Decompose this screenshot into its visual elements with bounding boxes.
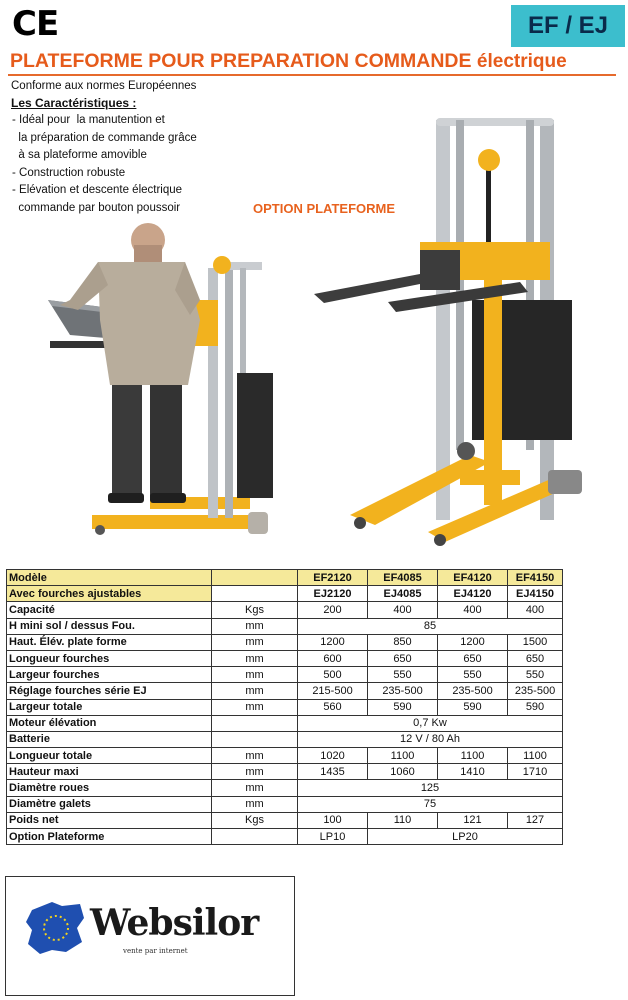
table-cell: 650 [508,650,563,666]
table-cell: 1200 [438,634,508,650]
model-cell: EJ4085 [368,586,438,602]
feature-line: à sa plateforme amovible [12,149,147,161]
table-cell: 500 [298,667,368,683]
table-unit-cell: mm [212,796,298,812]
conformity-text: Conforme aux normes Européennes [11,80,197,92]
model-badge: EF / EJ [511,5,625,47]
table-cell: 650 [368,650,438,666]
table-cell: 550 [368,667,438,683]
model-cell: EF4085 [368,570,438,586]
table-merged-cell: LP20 [368,829,563,845]
table-cell: 400 [438,602,508,618]
table-cell: 650 [438,650,508,666]
table-unit-cell [212,570,298,586]
feature-line: commande par bouton poussoir [12,201,181,214]
table-unit-cell: mm [212,634,298,650]
table-row-label: Moteur élévation [7,715,212,731]
table-cell: 550 [438,667,508,683]
table-unit-cell [212,731,298,747]
table-cell: 850 [368,634,438,650]
logo-subtext: vente par internet [123,947,188,955]
table-row-label: Haut. Élév. plate forme [7,634,212,650]
table-merged-cell: 0,7 Kw [298,715,563,731]
table-row-label: Diamètre roues [7,780,212,796]
table-row-label: Hauteur maxi [7,764,212,780]
table-cell: 1100 [508,748,563,764]
table-unit-cell: Kgs [212,602,298,618]
table-unit-cell: mm [212,650,298,666]
table-cell: 400 [508,602,563,618]
table-unit-cell: mm [212,780,298,796]
model-cell: EJ4150 [508,586,563,602]
table-row [7,618,563,634]
lift-with-forks-image [314,118,582,546]
table-cell: 235-500 [508,683,563,699]
table-cell: 110 [368,812,438,828]
table-row [7,764,563,780]
table-row [7,602,563,618]
table-unit-cell: mm [212,699,298,715]
table-row [7,667,563,683]
table-row-label: Largeur totale [7,699,212,715]
table-cell: 1500 [508,634,563,650]
table-row-label: Capacité [7,602,212,618]
table-cell: 1100 [368,748,438,764]
table-row [7,780,563,796]
title-main: PLATEFORME POUR PREPARATION COMMANDE [10,50,472,72]
table-unit-cell: mm [212,764,298,780]
table-header-row [7,586,563,602]
table-cell: 560 [298,699,368,715]
table-row [7,683,563,699]
table-row [7,829,563,845]
table-row-label: Largeur fourches [7,667,212,683]
table-row-label: Longueur fourches [7,650,212,666]
model-cell: EJ2120 [298,586,368,602]
table-row-label: Option Plateforme [7,829,212,845]
operator-with-lift-image [48,223,273,535]
table-unit-cell: mm [212,748,298,764]
title-suffix: électrique [476,51,567,72]
table-cell: LP10 [298,829,368,845]
table-row-label: Batterie [7,731,212,747]
table-unit-cell [212,715,298,731]
option-platform-label: OPTION PLATEFORME [253,201,396,216]
table-cell: 1710 [508,764,563,780]
table-unit-cell: Kgs [212,812,298,828]
table-row [7,812,563,828]
france-map-icon [22,898,92,958]
model-cell: EF4150 [508,570,563,586]
table-row-label: Avec fourches ajustables [7,586,212,602]
feature-line: - Idéal pour la manutention et [12,114,165,126]
table-row-label: Diamètre galets [7,796,212,812]
table-row-label: Longueur totale [7,748,212,764]
table-row [7,634,563,650]
table-merged-cell: 85 [298,618,563,634]
table-cell: 590 [368,699,438,715]
logo-text: Websilor [90,902,259,944]
table-cell: 121 [438,812,508,828]
ce-mark: CE [12,4,59,44]
table-cell: 400 [368,602,438,618]
table-row [7,715,563,731]
table-row-label: Modèle [7,570,212,586]
table-cell: 200 [298,602,368,618]
table-row [7,731,563,747]
table-cell: 590 [438,699,508,715]
feature-line: la préparation de commande grâce [12,131,197,144]
table-row [7,650,563,666]
table-merged-cell: 12 V / 80 Ah [298,731,563,747]
table-cell: 1200 [298,634,368,650]
table-cell: 600 [298,650,368,666]
table-row [7,699,563,715]
table-unit-cell [212,829,298,845]
table-cell: 590 [508,699,563,715]
table-unit-cell [212,586,298,602]
table-row-label: Réglage fourches série EJ [7,683,212,699]
table-cell: 235-500 [368,683,438,699]
table-row-label: H mini sol / dessus Fou. [7,618,212,634]
table-cell: 550 [508,667,563,683]
table-row [7,796,563,812]
table-row [7,748,563,764]
model-cell: EF4120 [438,570,508,586]
table-header-row [7,570,563,586]
table-merged-cell: 125 [298,780,563,796]
table-cell: 1410 [438,764,508,780]
table-unit-cell: mm [212,683,298,699]
model-cell: EF2120 [298,570,368,586]
table-cell: 127 [508,812,563,828]
model-cell: EJ4120 [438,586,508,602]
table-cell: 215-500 [298,683,368,699]
table-cell: 1060 [368,764,438,780]
table-merged-cell: 75 [298,796,563,812]
table-unit-cell: mm [212,667,298,683]
table-cell: 1020 [298,748,368,764]
specs-table [6,569,563,845]
table-cell: 235-500 [438,683,508,699]
table-cell: 100 [298,812,368,828]
table-unit-cell: mm [212,618,298,634]
table-row-label: Poids net [7,812,212,828]
feature-line: - Construction robuste [12,166,126,179]
features-heading: Les Caractéristiques : [11,96,137,110]
feature-line: - Elévation et descente électrique [12,184,183,196]
table-cell: 1100 [438,748,508,764]
table-cell: 1435 [298,764,368,780]
